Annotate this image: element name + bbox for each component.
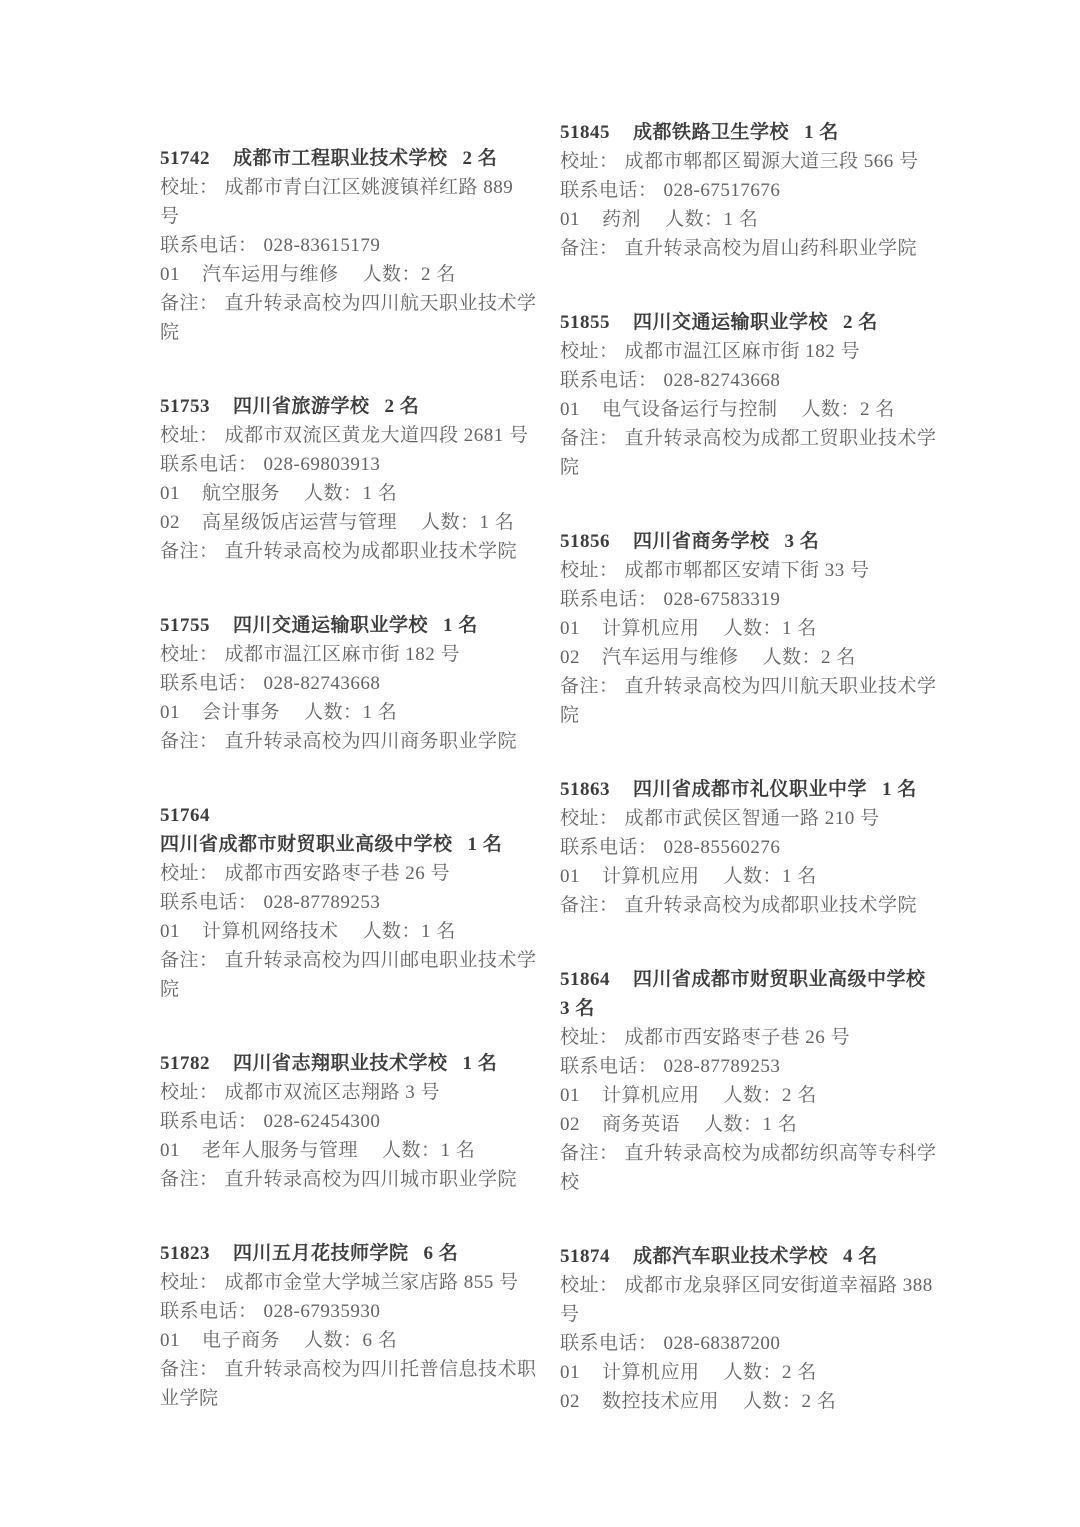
school-heading xyxy=(560,1242,952,1271)
address-line xyxy=(560,804,952,833)
major-name: 商务英语 xyxy=(602,1114,681,1135)
major-line xyxy=(160,1326,538,1355)
address-label: 校址： xyxy=(160,1082,219,1103)
address-value: 成都市龙泉驿区同安街道幸福路 388 号 xyxy=(560,1275,933,1325)
school-heading xyxy=(560,775,952,804)
school-heading xyxy=(160,611,538,640)
major-code: 01 xyxy=(560,618,580,639)
school-heading xyxy=(160,801,538,859)
address-line xyxy=(160,640,538,669)
phone-line xyxy=(560,585,952,614)
school-heading xyxy=(560,527,952,556)
school-quota: 3 名 xyxy=(784,531,820,552)
major-name: 计算机应用 xyxy=(602,1085,700,1106)
phone-value: 028-67517676 xyxy=(663,180,781,201)
address-label: 校址： xyxy=(560,1027,619,1048)
major-line xyxy=(560,643,952,672)
note-value: 直升转录高校为成都纺织高等专科学校 xyxy=(560,1143,937,1193)
school-name: 成都铁路卫生学校 xyxy=(633,122,790,143)
note-label: 备注： xyxy=(160,1169,219,1190)
school-quota: 1 名 xyxy=(462,1053,498,1074)
school-code: 51755 xyxy=(160,615,210,636)
address-value: 成都市温江区麻市街 182 号 xyxy=(624,341,861,362)
school-entry-51782 xyxy=(160,1049,538,1194)
school-quota: 2 名 xyxy=(843,312,878,333)
note-value: 直升转录高校为四川邮电职业技术学院 xyxy=(160,950,537,1000)
major-code: 02 xyxy=(560,647,580,668)
major-count: 人数：2 名 xyxy=(762,647,856,668)
major-code: 01 xyxy=(160,483,180,504)
note-label: 备注： xyxy=(560,428,619,449)
school-name: 四川省志翔职业技术学校 xyxy=(233,1053,448,1074)
address-value: 成都市武侯区智通一路 210 号 xyxy=(624,808,880,829)
school-quota: 3 名 xyxy=(560,998,595,1019)
address-label: 校址： xyxy=(560,560,619,581)
major-count: 人数：2 名 xyxy=(723,1085,817,1106)
note-label: 备注： xyxy=(160,731,219,752)
major-line xyxy=(160,1136,538,1165)
phone-line xyxy=(160,1297,538,1326)
phone-label: 联系电话： xyxy=(160,235,258,256)
note-line xyxy=(160,289,538,347)
school-code: 51764 xyxy=(160,805,210,826)
school-quota: 2 名 xyxy=(384,396,420,417)
note-line xyxy=(560,891,952,920)
school-code: 51856 xyxy=(560,531,610,552)
phone-label: 联系电话： xyxy=(560,1056,658,1077)
note-line xyxy=(560,1139,952,1197)
school-quota: 1 名 xyxy=(882,779,917,800)
note-value: 直升转录高校为成都工贸职业技术学院 xyxy=(560,428,937,478)
phone-value: 028-68387200 xyxy=(663,1333,781,1354)
major-name: 航空服务 xyxy=(202,483,281,504)
major-line xyxy=(560,395,952,424)
note-line xyxy=(160,537,538,566)
phone-line xyxy=(160,888,538,917)
major-line xyxy=(560,1081,952,1110)
phone-value: 028-87789253 xyxy=(663,1056,781,1077)
school-heading xyxy=(560,118,952,147)
address-label: 校址： xyxy=(160,425,219,446)
major-code: 01 xyxy=(560,1085,580,1106)
major-count: 人数：2 名 xyxy=(362,264,456,285)
major-line xyxy=(560,1358,952,1387)
phone-value: 028-67583319 xyxy=(663,589,781,610)
major-name: 高星级饭店运营与管理 xyxy=(202,512,398,533)
major-line xyxy=(160,508,538,537)
note-value: 直升转录高校为四川城市职业学院 xyxy=(224,1169,518,1190)
major-line xyxy=(560,1110,952,1139)
address-line xyxy=(560,1271,952,1329)
school-code: 51782 xyxy=(160,1053,210,1074)
school-entry-51863 xyxy=(560,775,952,920)
major-count: 人数：1 名 xyxy=(665,209,759,230)
address-label: 校址： xyxy=(560,808,619,829)
major-line xyxy=(560,1387,952,1416)
school-entry-51856 xyxy=(560,527,952,730)
school-quota: 1 名 xyxy=(467,834,503,855)
major-name: 老年人服务与管理 xyxy=(202,1140,359,1161)
major-line xyxy=(160,260,538,289)
address-label: 校址： xyxy=(160,177,219,198)
school-entry-51742 xyxy=(160,144,538,347)
address-value: 成都市双流区志翔路 3 号 xyxy=(224,1082,441,1103)
phone-label: 联系电话： xyxy=(160,892,258,913)
major-name: 汽车运用与维修 xyxy=(202,264,339,285)
note-value: 直升转录高校为四川航天职业技术学院 xyxy=(560,676,937,726)
school-quota: 6 名 xyxy=(423,1243,459,1264)
address-value: 成都市青白江区姚渡镇祥红路 889 号 xyxy=(160,177,514,227)
major-code: 01 xyxy=(560,399,580,420)
address-line xyxy=(560,1023,952,1052)
address-label: 校址： xyxy=(560,151,619,172)
major-code: 01 xyxy=(560,1362,580,1383)
school-entry-51753 xyxy=(160,392,538,566)
address-line xyxy=(160,1078,538,1107)
major-name: 电子商务 xyxy=(202,1330,281,1351)
address-value: 成都市郫都区安靖下街 33 号 xyxy=(624,560,870,581)
major-name: 计算机应用 xyxy=(602,866,700,887)
note-line xyxy=(560,234,952,263)
school-code: 51753 xyxy=(160,396,210,417)
school-entry-51764 xyxy=(160,801,538,1004)
major-count: 人数：1 名 xyxy=(362,921,456,942)
phone-label: 联系电话： xyxy=(560,837,658,858)
note-line xyxy=(560,424,952,482)
school-heading xyxy=(160,392,538,421)
major-count: 人数：1 名 xyxy=(723,866,817,887)
address-label: 校址： xyxy=(560,1275,619,1296)
note-value: 直升转录高校为成都职业技术学院 xyxy=(224,541,518,562)
address-line xyxy=(160,173,538,231)
phone-value: 028-82743668 xyxy=(263,673,381,694)
major-count: 人数：1 名 xyxy=(304,702,398,723)
address-label: 校址： xyxy=(560,341,619,362)
school-heading xyxy=(160,1049,538,1078)
school-entry-51855 xyxy=(560,308,952,482)
major-line xyxy=(560,862,952,891)
major-code: 01 xyxy=(560,209,580,230)
school-name: 成都汽车职业技术学校 xyxy=(633,1246,829,1267)
phone-value: 028-83615179 xyxy=(263,235,381,256)
school-name: 四川交通运输职业学校 xyxy=(633,312,829,333)
school-entry-51755 xyxy=(160,611,538,756)
note-line xyxy=(560,672,952,730)
school-code: 51874 xyxy=(560,1246,610,1267)
major-name: 会计事务 xyxy=(202,702,281,723)
note-label: 备注： xyxy=(160,293,219,314)
school-entry-51845 xyxy=(560,118,952,263)
note-line xyxy=(160,1165,538,1194)
address-value: 成都市西安路枣子巷 26 号 xyxy=(624,1027,851,1048)
major-line xyxy=(560,614,952,643)
note-label: 备注： xyxy=(560,1143,619,1164)
school-code: 51855 xyxy=(560,312,610,333)
major-name: 电气设备运行与控制 xyxy=(602,399,778,420)
phone-label: 联系电话： xyxy=(560,1333,658,1354)
address-label: 校址： xyxy=(160,1272,219,1293)
address-line xyxy=(160,859,538,888)
school-quota: 1 名 xyxy=(443,615,478,636)
major-line xyxy=(560,205,952,234)
major-code: 01 xyxy=(160,921,180,942)
note-label: 备注： xyxy=(160,950,219,971)
address-value: 成都市双流区黄龙大道四段 2681 号 xyxy=(224,425,529,446)
major-code: 02 xyxy=(160,512,180,533)
school-quota: 2 名 xyxy=(462,148,498,169)
phone-line xyxy=(560,366,952,395)
note-label: 备注： xyxy=(160,1359,219,1380)
phone-line xyxy=(560,176,952,205)
phone-label: 联系电话： xyxy=(160,673,258,694)
major-name: 汽车运用与维修 xyxy=(602,647,739,668)
phone-line xyxy=(560,833,952,862)
note-label: 备注： xyxy=(560,676,619,697)
major-code: 01 xyxy=(160,264,180,285)
major-code: 01 xyxy=(560,866,580,887)
left-column xyxy=(160,118,538,1458)
school-heading xyxy=(160,1239,538,1268)
note-value: 直升转录高校为四川托普信息技术职业学院 xyxy=(160,1359,537,1409)
address-value: 成都市西安路枣子巷 26 号 xyxy=(224,863,451,884)
address-line xyxy=(160,1268,538,1297)
school-heading xyxy=(160,144,538,173)
school-code: 51863 xyxy=(560,779,610,800)
note-value: 直升转录高校为成都职业技术学院 xyxy=(624,895,918,916)
phone-line xyxy=(160,669,538,698)
major-count: 人数：1 名 xyxy=(421,512,515,533)
phone-label: 联系电话： xyxy=(560,589,658,610)
address-label: 校址： xyxy=(160,863,219,884)
phone-value: 028-62454300 xyxy=(263,1111,381,1132)
school-name: 四川省成都市财贸职业高级中学校 xyxy=(160,834,453,855)
phone-label: 联系电话： xyxy=(560,370,658,391)
major-code: 02 xyxy=(560,1391,580,1412)
major-line xyxy=(160,479,538,508)
phone-value: 028-69803913 xyxy=(263,454,381,475)
school-quota: 4 名 xyxy=(843,1246,878,1267)
school-name: 四川交通运输职业学校 xyxy=(233,615,429,636)
address-label: 校址： xyxy=(160,644,219,665)
phone-label: 联系电话： xyxy=(160,1111,258,1132)
address-line xyxy=(560,337,952,366)
note-label: 备注： xyxy=(160,541,219,562)
phone-line xyxy=(160,1107,538,1136)
address-line xyxy=(160,421,538,450)
address-value: 成都市金堂大学城兰家店路 855 号 xyxy=(224,1272,519,1293)
school-entry-51874 xyxy=(560,1242,952,1416)
right-column xyxy=(560,118,952,1461)
note-line xyxy=(160,727,538,756)
school-heading xyxy=(560,308,952,337)
major-count: 人数：1 名 xyxy=(304,483,398,504)
major-line xyxy=(160,917,538,946)
phone-value: 028-82743668 xyxy=(663,370,781,391)
major-code: 01 xyxy=(160,1330,180,1351)
phone-line xyxy=(160,450,538,479)
address-value: 成都市温江区麻市街 182 号 xyxy=(224,644,461,665)
address-value: 成都市郫都区蜀源大道三段 566 号 xyxy=(624,151,919,172)
major-name: 计算机应用 xyxy=(602,1362,700,1383)
school-name: 成都市工程职业技术学校 xyxy=(233,148,448,169)
school-name: 四川省成都市礼仪职业中学 xyxy=(633,779,868,800)
school-code: 51742 xyxy=(160,148,210,169)
address-line xyxy=(560,556,952,585)
phone-label: 联系电话： xyxy=(160,454,258,475)
phone-label: 联系电话： xyxy=(160,1301,258,1322)
major-name: 计算机网络技术 xyxy=(202,921,339,942)
note-value: 直升转录高校为眉山药科职业学院 xyxy=(624,238,918,259)
school-entry-51823 xyxy=(160,1239,538,1413)
school-name: 四川省成都市财贸职业高级中学校 xyxy=(633,969,926,990)
note-label: 备注： xyxy=(560,238,619,259)
note-line xyxy=(160,946,538,1004)
school-name: 四川五月花技师学院 xyxy=(233,1243,409,1264)
major-count: 人数：2 名 xyxy=(723,1362,817,1383)
major-code: 02 xyxy=(560,1114,580,1135)
major-count: 人数：1 名 xyxy=(704,1114,798,1135)
major-name: 数控技术应用 xyxy=(602,1391,720,1412)
address-line xyxy=(560,147,952,176)
major-count: 人数：6 名 xyxy=(304,1330,398,1351)
note-value: 直升转录高校为四川商务职业学院 xyxy=(224,731,518,752)
major-count: 人数：2 名 xyxy=(801,399,895,420)
note-value: 直升转录高校为四川航天职业技术学院 xyxy=(160,293,537,343)
school-name: 四川省商务学校 xyxy=(633,531,770,552)
major-code: 01 xyxy=(160,702,180,723)
school-entry-51864 xyxy=(560,965,952,1197)
phone-label: 联系电话： xyxy=(560,180,658,201)
phone-value: 028-87789253 xyxy=(263,892,381,913)
phone-value: 028-67935930 xyxy=(263,1301,381,1322)
school-quota: 1 名 xyxy=(804,122,839,143)
school-heading xyxy=(560,965,952,1023)
school-code: 51864 xyxy=(560,969,610,990)
phone-line xyxy=(560,1329,952,1358)
phone-line xyxy=(560,1052,952,1081)
major-count: 人数：2 名 xyxy=(743,1391,837,1412)
major-count: 人数：1 名 xyxy=(382,1140,476,1161)
major-line xyxy=(160,698,538,727)
school-code: 51845 xyxy=(560,122,610,143)
school-code: 51823 xyxy=(160,1243,210,1264)
phone-line xyxy=(160,231,538,260)
major-count: 人数：1 名 xyxy=(723,618,817,639)
phone-value: 028-85560276 xyxy=(663,837,781,858)
major-name: 药剂 xyxy=(602,209,642,230)
major-code: 01 xyxy=(160,1140,180,1161)
note-line xyxy=(160,1355,538,1413)
note-label: 备注： xyxy=(560,895,619,916)
major-name: 计算机应用 xyxy=(602,618,700,639)
school-name: 四川省旅游学校 xyxy=(233,396,370,417)
